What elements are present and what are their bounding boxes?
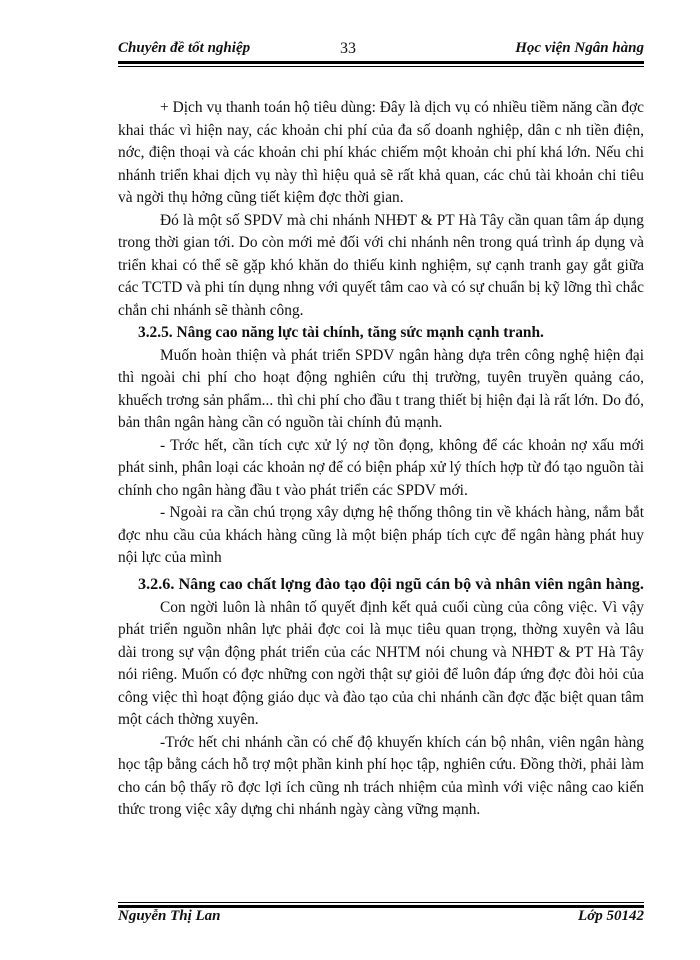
section-heading-3-2-6: 3.2.6. Nâng cao chất lợng đào tạo đội ngũ cán bộ và nhân viên ngân hàng. — [138, 574, 644, 593]
paragraph-finance-need: Muốn hoàn thiện và phát triển SPDV ngân hàng dựa trên công nghệ hiện đại thì ngoài chi phí cho hoạt động nghiên cứu thị trường, tuyên truyền quảng cáo, khuếch trơng sản phẩm... thì chi phí cho đầu t trang thiết bị hiện đại là rất lớn. Do đó, bản thân ngân hàng cần có nguồn tài chính đủ mạnh. — [118, 346, 644, 431]
header-rule-thin — [118, 66, 644, 67]
page-footer — [118, 908, 644, 928]
paragraph-staff-incentives: -Trớc hết chi nhánh cần có chế độ khuyến khích cán bộ nhân, viên ngân hàng học tập bằng cách hỗ trợ một phần kinh phí học tập, nghiên cứu. Đồng thời, phải làm cho cán bộ thấy rõ đợc lợi ích cũng nh trách nhiệm của mình với việc nâng cao kiến thức trong việc xây dựng chi nhánh ngày càng vững mạnh. — [118, 733, 644, 818]
footer-author: Nguyễn Thị Lan — [118, 908, 221, 924]
paragraph-human-resources: Con ngời luôn là nhân tố quyết định kết quả cuối cùng của công việc. Vì vậy phát triển nguồn nhân lực phải đợc coi là mục tiêu quan trọng, thờng xuyên và lâu dài trong sự vận động phát triển của các NHTM nói chung và NHĐT & PT Hà Tây nói riêng. Muốn có đợc những con ngời thật sự giỏi để luôn đáp ứng đợc đòi hỏi của công việc thì hoạt động giáo dục và đào tạo của chi nhánh cần đợc đặc biệt quan tâm một cách thờng xuyên. — [118, 598, 644, 728]
header-rule-thick — [118, 61, 644, 64]
section-heading-3-2-5: 3.2.5. Nâng cao năng lực tài chính, tăng sức mạnh cạnh tranh. — [138, 324, 544, 341]
page-number: 33 — [340, 40, 356, 57]
header-institution: Học viện Ngân hàng — [515, 40, 644, 56]
paragraph-payment-service: + Dịch vụ thanh toán hộ tiêu dùng: Đây là dịch vụ có nhiều tiềm năng cần đợc khai thác vì hiện nay, các khoản chi phí của đa số doanh nghiệp, dân c nh tiền điện, nớc, điện thoại và các khoản chi phí khác chiếm một khoản chi phí khá lớn. Nếu chi nhánh triển khai dịch vụ này thì hiệu quả sẽ rất khả quan, các chủ tài khoản chi tiêu và ngời thụ hởng cũng tiết kiệm đợc thời gian. — [118, 99, 644, 206]
paragraph-customer-info: - Ngoài ra cần chú trọng xây dựng hệ thống thông tin về khách hàng, nắm bắt đợc nhu cầu của khách hàng cũng là một biện pháp tích cực để ngân hàng phát huy nội lực của mình — [118, 504, 644, 566]
paragraph-bad-debt: - Trớc hết, cần tích cực xử lý nợ tồn đọng, không để các khoản nợ xấu mới phát sinh, phân loại các khoản nợ để có biện pháp xử lý thích hợp từ đó tạo nguồn tài chính cho ngân hàng đầu t vào phát triển các SPDV mới. — [118, 436, 644, 499]
footer-class: Lớp 50142 — [578, 908, 644, 924]
paragraph-spdv-summary: Đó là một số SPDV mà chi nhánh NHĐT & PT Hà Tây cần quan tâm áp dụng trong thời gian tới. Do còn mới mẻ đối với chi nhánh nên trong quá trình áp dụng và triển khai có thể sẽ gặp khó khăn do thiếu kinh nghiệm, sự cạnh tranh gay gắt giữa các TCTD và phi tín dụng nhng với quyết tâm cao và có sự chuẩn bị kỹ lỡng thì chắc chắn chi nhánh sẽ thành công. — [118, 211, 644, 319]
page-body — [118, 97, 644, 822]
footer-rule-thin — [118, 902, 644, 903]
page-header — [118, 40, 644, 60]
header-thesis-label: Chuyên đề tốt nghiệp — [118, 40, 251, 56]
